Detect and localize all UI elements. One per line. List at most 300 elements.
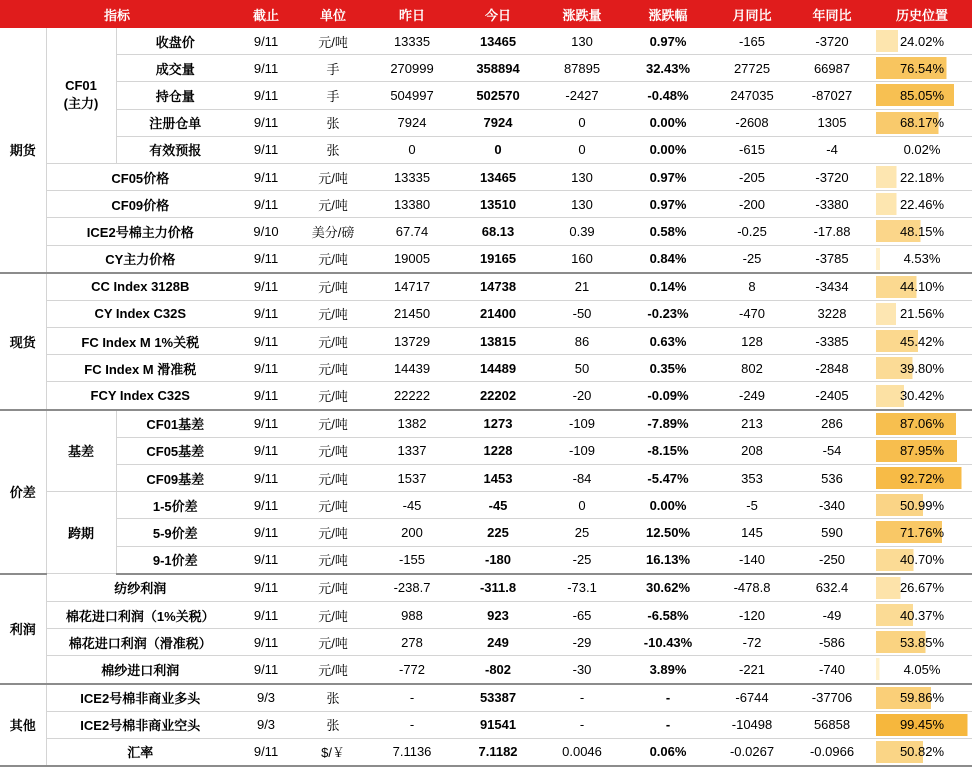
today-value-cell: 249 bbox=[456, 629, 540, 656]
table-row bbox=[0, 519, 972, 546]
unit-cell: $/￥ bbox=[298, 738, 368, 766]
indicator-name: 棉花进口利润（滑准税） bbox=[46, 629, 234, 656]
date-cell: 9/11 bbox=[234, 574, 298, 602]
today-value-cell: 19165 bbox=[456, 245, 540, 273]
date-cell: 9/11 bbox=[234, 163, 298, 190]
subgroup-label: 基差 bbox=[46, 410, 116, 492]
hist-position-value: 48.15% bbox=[899, 223, 945, 239]
prev-value-cell: 22222 bbox=[368, 382, 456, 410]
hist-position-value: 99.45% bbox=[899, 717, 945, 733]
change-pct-cell: - bbox=[624, 684, 712, 712]
date-cell: 9/11 bbox=[234, 109, 298, 136]
header-change: 涨跌量 bbox=[540, 0, 624, 28]
unit-cell: 元/吨 bbox=[298, 163, 368, 190]
indicator-name: 成交量 bbox=[116, 55, 234, 82]
today-value-cell: 225 bbox=[456, 519, 540, 546]
date-cell: 9/11 bbox=[234, 437, 298, 464]
table-row bbox=[0, 82, 972, 109]
hist-position-value: 40.70% bbox=[899, 552, 945, 568]
hist-position-bar bbox=[876, 741, 968, 763]
unit-cell: 元/吨 bbox=[298, 519, 368, 546]
hist-position-cell bbox=[872, 656, 972, 684]
indicator-name: 1-5价差 bbox=[116, 492, 234, 519]
date-cell: 9/3 bbox=[234, 684, 298, 712]
header-date: 截止 bbox=[234, 0, 298, 28]
unit-cell: 元/吨 bbox=[298, 465, 368, 492]
hist-position-bar bbox=[876, 521, 968, 543]
today-value-cell: 0 bbox=[456, 136, 540, 163]
hist-position-cell bbox=[872, 109, 972, 136]
change-cell: -25 bbox=[540, 546, 624, 574]
hist-position-cell bbox=[872, 410, 972, 438]
mom-cell: -165 bbox=[712, 28, 792, 55]
hist-position-bar bbox=[876, 658, 968, 680]
change-cell: -65 bbox=[540, 601, 624, 628]
date-cell: 9/11 bbox=[234, 656, 298, 684]
hist-position-bar bbox=[876, 330, 968, 352]
unit-cell: 元/吨 bbox=[298, 328, 368, 355]
unit-cell: 元/吨 bbox=[298, 492, 368, 519]
change-pct-cell: -8.15% bbox=[624, 437, 712, 464]
unit-cell: 张 bbox=[298, 136, 368, 163]
mom-cell: 213 bbox=[712, 410, 792, 438]
prev-value-cell: 0 bbox=[368, 136, 456, 163]
table-row bbox=[0, 410, 972, 438]
hist-position-value: 40.37% bbox=[899, 607, 945, 623]
hist-position-cell bbox=[872, 355, 972, 382]
indicator-name: 棉花进口利润（1%关税） bbox=[46, 601, 234, 628]
hist-position-bar bbox=[876, 714, 968, 736]
change-pct-cell: 30.62% bbox=[624, 574, 712, 602]
prev-value-cell: 13335 bbox=[368, 163, 456, 190]
category-label: 利润 bbox=[0, 574, 46, 684]
hist-position-value: 59.86% bbox=[899, 690, 945, 706]
unit-cell: 元/吨 bbox=[298, 574, 368, 602]
change-pct-cell: -0.23% bbox=[624, 300, 712, 327]
change-cell: -2427 bbox=[540, 82, 624, 109]
indicator-name: FC Index M 滑准税 bbox=[46, 355, 234, 382]
change-pct-cell: 32.43% bbox=[624, 55, 712, 82]
change-pct-cell: 0.00% bbox=[624, 492, 712, 519]
hist-position-value: 22.46% bbox=[899, 196, 945, 212]
hist-position-value: 39.80% bbox=[899, 360, 945, 376]
hist-position-value: 71.76% bbox=[899, 524, 945, 540]
indicator-name: CY Index C32S bbox=[46, 300, 234, 327]
mom-cell: 128 bbox=[712, 328, 792, 355]
hist-position-bar bbox=[876, 248, 968, 270]
today-value-cell: -802 bbox=[456, 656, 540, 684]
today-value-cell: 358894 bbox=[456, 55, 540, 82]
hist-position-cell bbox=[872, 437, 972, 464]
unit-cell: 元/吨 bbox=[298, 245, 368, 273]
table-row bbox=[0, 109, 972, 136]
hist-position-cell bbox=[872, 28, 972, 55]
hist-position-cell bbox=[872, 328, 972, 355]
indicator-name: CF01基差 bbox=[116, 410, 234, 438]
prev-value-cell: 504997 bbox=[368, 82, 456, 109]
prev-value-cell: 1382 bbox=[368, 410, 456, 438]
change-cell: -73.1 bbox=[540, 574, 624, 602]
hist-position-value: 87.06% bbox=[899, 416, 945, 432]
today-value-cell: 7.1182 bbox=[456, 738, 540, 766]
date-cell: 9/11 bbox=[234, 300, 298, 327]
change-pct-cell: -0.48% bbox=[624, 82, 712, 109]
table-row bbox=[0, 437, 972, 464]
table-row bbox=[0, 738, 972, 766]
yoy-cell: -4 bbox=[792, 136, 872, 163]
date-cell: 9/11 bbox=[234, 629, 298, 656]
prev-value-cell: -155 bbox=[368, 546, 456, 574]
change-cell: 25 bbox=[540, 519, 624, 546]
unit-cell: 张 bbox=[298, 684, 368, 712]
change-cell: 0.0046 bbox=[540, 738, 624, 766]
change-cell: -50 bbox=[540, 300, 624, 327]
yoy-cell: -250 bbox=[792, 546, 872, 574]
table-row bbox=[0, 191, 972, 218]
date-cell: 9/10 bbox=[234, 218, 298, 245]
today-value-cell: -311.8 bbox=[456, 574, 540, 602]
prev-value-cell: 19005 bbox=[368, 245, 456, 273]
date-cell: 9/11 bbox=[234, 465, 298, 492]
indicator-name: CF05基差 bbox=[116, 437, 234, 464]
hist-position-value: 0.02% bbox=[903, 142, 941, 158]
date-cell: 9/11 bbox=[234, 601, 298, 628]
table-row bbox=[0, 684, 972, 712]
table-row bbox=[0, 355, 972, 382]
table-row bbox=[0, 300, 972, 327]
table-row bbox=[0, 163, 972, 190]
mom-cell: 27725 bbox=[712, 55, 792, 82]
mom-cell: -0.25 bbox=[712, 218, 792, 245]
yoy-cell: -340 bbox=[792, 492, 872, 519]
hist-position-cell bbox=[872, 711, 972, 738]
indicator-name: 收盘价 bbox=[116, 28, 234, 55]
change-pct-cell: -7.89% bbox=[624, 410, 712, 438]
today-value-cell: 91541 bbox=[456, 711, 540, 738]
hist-position-value: 50.99% bbox=[899, 497, 945, 513]
mom-cell: -221 bbox=[712, 656, 792, 684]
yoy-cell: 3228 bbox=[792, 300, 872, 327]
hist-position-value: 92.72% bbox=[899, 470, 945, 486]
mom-cell: 353 bbox=[712, 465, 792, 492]
change-pct-cell: 0.00% bbox=[624, 136, 712, 163]
change-cell: 130 bbox=[540, 163, 624, 190]
mom-cell: 247035 bbox=[712, 82, 792, 109]
today-value-cell: 1453 bbox=[456, 465, 540, 492]
prev-value-cell: - bbox=[368, 711, 456, 738]
prev-value-cell: -772 bbox=[368, 656, 456, 684]
hist-position-cell bbox=[872, 191, 972, 218]
yoy-cell: -49 bbox=[792, 601, 872, 628]
today-value-cell: 502570 bbox=[456, 82, 540, 109]
unit-cell: 元/吨 bbox=[298, 191, 368, 218]
change-pct-cell: -6.58% bbox=[624, 601, 712, 628]
table-row bbox=[0, 328, 972, 355]
change-cell: 86 bbox=[540, 328, 624, 355]
hist-position-value: 68.17% bbox=[899, 115, 945, 131]
yoy-cell: -3380 bbox=[792, 191, 872, 218]
date-cell: 9/11 bbox=[234, 492, 298, 519]
mom-cell: -249 bbox=[712, 382, 792, 410]
hist-position-bar bbox=[876, 467, 968, 489]
hist-position-value: 30.42% bbox=[899, 388, 945, 404]
indicator-name: FCY Index C32S bbox=[46, 382, 234, 410]
date-cell: 9/11 bbox=[234, 546, 298, 574]
mom-cell: -120 bbox=[712, 601, 792, 628]
change-cell: 130 bbox=[540, 191, 624, 218]
change-cell: 0 bbox=[540, 136, 624, 163]
mom-cell: -25 bbox=[712, 245, 792, 273]
yoy-cell: 632.4 bbox=[792, 574, 872, 602]
unit-cell: 元/吨 bbox=[298, 410, 368, 438]
mom-cell: -6744 bbox=[712, 684, 792, 712]
hist-position-bar bbox=[876, 494, 968, 516]
hist-position-bar bbox=[876, 440, 968, 462]
prev-value-cell: 67.74 bbox=[368, 218, 456, 245]
indicator-name: CF09基差 bbox=[116, 465, 234, 492]
hist-position-cell bbox=[872, 218, 972, 245]
table-row bbox=[0, 492, 972, 519]
yoy-cell: -3785 bbox=[792, 245, 872, 273]
today-value-cell: 22202 bbox=[456, 382, 540, 410]
hist-position-cell bbox=[872, 574, 972, 602]
yoy-cell: -87027 bbox=[792, 82, 872, 109]
mom-cell: -2608 bbox=[712, 109, 792, 136]
unit-cell: 元/吨 bbox=[298, 382, 368, 410]
change-pct-cell: 12.50% bbox=[624, 519, 712, 546]
unit-cell: 手 bbox=[298, 55, 368, 82]
change-pct-cell: 0.97% bbox=[624, 28, 712, 55]
yoy-cell: -3434 bbox=[792, 273, 872, 301]
mom-cell: -5 bbox=[712, 492, 792, 519]
hist-position-cell bbox=[872, 546, 972, 574]
hist-position-bar bbox=[876, 193, 968, 215]
indicator-name: 5-9价差 bbox=[116, 519, 234, 546]
date-cell: 9/11 bbox=[234, 82, 298, 109]
yoy-cell: 1305 bbox=[792, 109, 872, 136]
hist-position-bar bbox=[876, 139, 968, 161]
hist-position-cell bbox=[872, 55, 972, 82]
indicator-name: 汇率 bbox=[46, 738, 234, 766]
unit-cell: 元/吨 bbox=[298, 300, 368, 327]
hist-position-value: 45.42% bbox=[899, 333, 945, 349]
yoy-cell: 536 bbox=[792, 465, 872, 492]
hist-position-value: 26.67% bbox=[899, 580, 945, 596]
table-row bbox=[0, 574, 972, 602]
hist-position-cell bbox=[872, 300, 972, 327]
prev-value-cell: 21450 bbox=[368, 300, 456, 327]
today-value-cell: 923 bbox=[456, 601, 540, 628]
indicator-name: CY主力价格 bbox=[46, 245, 234, 273]
date-cell: 9/11 bbox=[234, 738, 298, 766]
prev-value-cell: 13335 bbox=[368, 28, 456, 55]
indicator-name: ICE2号棉非商业空头 bbox=[46, 711, 234, 738]
change-pct-cell: 0.58% bbox=[624, 218, 712, 245]
prev-value-cell: 7.1136 bbox=[368, 738, 456, 766]
hist-position-bar bbox=[876, 84, 968, 106]
hist-position-value: 4.05% bbox=[903, 661, 941, 677]
hist-position-bar bbox=[876, 687, 968, 709]
change-pct-cell: -10.43% bbox=[624, 629, 712, 656]
table-row bbox=[0, 465, 972, 492]
hist-position-cell bbox=[872, 245, 972, 273]
change-pct-cell: -0.09% bbox=[624, 382, 712, 410]
table-row bbox=[0, 55, 972, 82]
change-cell: - bbox=[540, 684, 624, 712]
today-value-cell: 1228 bbox=[456, 437, 540, 464]
indicator-name: FC Index M 1%关税 bbox=[46, 328, 234, 355]
today-value-cell: 13815 bbox=[456, 328, 540, 355]
yoy-cell: -2405 bbox=[792, 382, 872, 410]
category-label: 其他 bbox=[0, 684, 46, 767]
yoy-cell: 56858 bbox=[792, 711, 872, 738]
hist-position-value: 21.56% bbox=[899, 306, 945, 322]
change-cell: 160 bbox=[540, 245, 624, 273]
hist-position-cell bbox=[872, 163, 972, 190]
hist-position-bar bbox=[876, 413, 968, 435]
change-pct-cell: 0.97% bbox=[624, 191, 712, 218]
date-cell: 9/11 bbox=[234, 328, 298, 355]
hist-position-bar bbox=[876, 112, 968, 134]
yoy-cell: -54 bbox=[792, 437, 872, 464]
change-pct-cell: -5.47% bbox=[624, 465, 712, 492]
table-row bbox=[0, 28, 972, 55]
hist-position-value: 53.85% bbox=[899, 634, 945, 650]
header-hist-position: 历史位置 bbox=[872, 0, 972, 28]
prev-value-cell: -45 bbox=[368, 492, 456, 519]
change-pct-cell: 0.84% bbox=[624, 245, 712, 273]
unit-cell: 元/吨 bbox=[298, 629, 368, 656]
hist-position-cell bbox=[872, 601, 972, 628]
table-row bbox=[0, 711, 972, 738]
yoy-cell: -17.88 bbox=[792, 218, 872, 245]
date-cell: 9/3 bbox=[234, 711, 298, 738]
change-cell: 0 bbox=[540, 492, 624, 519]
table-row bbox=[0, 245, 972, 273]
prev-value-cell: 1537 bbox=[368, 465, 456, 492]
hist-position-cell bbox=[872, 519, 972, 546]
category-label: 期货 bbox=[0, 28, 46, 273]
indicator-name: CF09价格 bbox=[46, 191, 234, 218]
hist-position-cell bbox=[872, 273, 972, 301]
hist-position-bar bbox=[876, 30, 968, 52]
yoy-cell: -3385 bbox=[792, 328, 872, 355]
change-pct-cell: 0.63% bbox=[624, 328, 712, 355]
prev-value-cell: 13729 bbox=[368, 328, 456, 355]
hist-position-cell bbox=[872, 629, 972, 656]
hist-position-bar bbox=[876, 577, 968, 599]
yoy-cell: -37706 bbox=[792, 684, 872, 712]
yoy-cell: -0.0966 bbox=[792, 738, 872, 766]
date-cell: 9/11 bbox=[234, 136, 298, 163]
yoy-cell: -3720 bbox=[792, 163, 872, 190]
prev-value-cell: 14439 bbox=[368, 355, 456, 382]
unit-cell: 元/吨 bbox=[298, 601, 368, 628]
hist-position-bar bbox=[876, 166, 968, 188]
today-value-cell: 14738 bbox=[456, 273, 540, 301]
prev-value-cell: 988 bbox=[368, 601, 456, 628]
indicator-name: ICE2号棉非商业多头 bbox=[46, 684, 234, 712]
hist-position-cell bbox=[872, 82, 972, 109]
change-cell: -109 bbox=[540, 437, 624, 464]
change-pct-cell: 16.13% bbox=[624, 546, 712, 574]
hist-position-bar bbox=[876, 549, 968, 571]
date-cell: 9/11 bbox=[234, 245, 298, 273]
table-row bbox=[0, 629, 972, 656]
mom-cell: -140 bbox=[712, 546, 792, 574]
indicator-name: 棉纱进口利润 bbox=[46, 656, 234, 684]
yoy-cell: -2848 bbox=[792, 355, 872, 382]
yoy-cell: -586 bbox=[792, 629, 872, 656]
date-cell: 9/11 bbox=[234, 191, 298, 218]
unit-cell: 元/吨 bbox=[298, 355, 368, 382]
hist-position-value: 24.02% bbox=[899, 33, 945, 49]
indicator-name: 有效预报 bbox=[116, 136, 234, 163]
change-pct-cell: 0.06% bbox=[624, 738, 712, 766]
indicator-name: ICE2号棉主力价格 bbox=[46, 218, 234, 245]
change-cell: 0 bbox=[540, 109, 624, 136]
today-value-cell: -180 bbox=[456, 546, 540, 574]
table-row bbox=[0, 382, 972, 410]
change-cell: 130 bbox=[540, 28, 624, 55]
unit-cell: 手 bbox=[298, 82, 368, 109]
today-value-cell: 1273 bbox=[456, 410, 540, 438]
unit-cell: 张 bbox=[298, 109, 368, 136]
indicator-name: CF05价格 bbox=[46, 163, 234, 190]
yoy-cell: 286 bbox=[792, 410, 872, 438]
header-mom: 月同比 bbox=[712, 0, 792, 28]
table-row bbox=[0, 136, 972, 163]
category-label: 现货 bbox=[0, 273, 46, 410]
hist-position-bar bbox=[876, 220, 968, 242]
change-pct-cell: 0.14% bbox=[624, 273, 712, 301]
mom-cell: 802 bbox=[712, 355, 792, 382]
hist-position-bar bbox=[876, 385, 968, 407]
change-cell: - bbox=[540, 711, 624, 738]
hist-position-value: 76.54% bbox=[899, 60, 945, 76]
unit-cell: 张 bbox=[298, 711, 368, 738]
mom-cell: -615 bbox=[712, 136, 792, 163]
today-value-cell: 7924 bbox=[456, 109, 540, 136]
hist-position-cell bbox=[872, 684, 972, 712]
table-row bbox=[0, 218, 972, 245]
unit-cell: 元/吨 bbox=[298, 437, 368, 464]
table-header-row bbox=[0, 0, 972, 28]
mom-cell: -470 bbox=[712, 300, 792, 327]
date-cell: 9/11 bbox=[234, 28, 298, 55]
date-cell: 9/11 bbox=[234, 410, 298, 438]
hist-position-value: 50.82% bbox=[899, 744, 945, 760]
today-value-cell: -45 bbox=[456, 492, 540, 519]
mom-cell: -0.0267 bbox=[712, 738, 792, 766]
mom-cell: 208 bbox=[712, 437, 792, 464]
change-pct-cell: 0.97% bbox=[624, 163, 712, 190]
table-row bbox=[0, 273, 972, 301]
today-value-cell: 14489 bbox=[456, 355, 540, 382]
hist-position-cell bbox=[872, 382, 972, 410]
mom-cell: -10498 bbox=[712, 711, 792, 738]
table-row bbox=[0, 656, 972, 684]
change-cell: 50 bbox=[540, 355, 624, 382]
hist-position-value: 4.53% bbox=[903, 251, 941, 267]
yoy-cell: 66987 bbox=[792, 55, 872, 82]
header-prev: 昨日 bbox=[368, 0, 456, 28]
subgroup-label: 跨期 bbox=[46, 492, 116, 574]
prev-value-cell: 1337 bbox=[368, 437, 456, 464]
hist-position-bar bbox=[876, 604, 968, 626]
table-row bbox=[0, 546, 972, 574]
change-cell: -29 bbox=[540, 629, 624, 656]
